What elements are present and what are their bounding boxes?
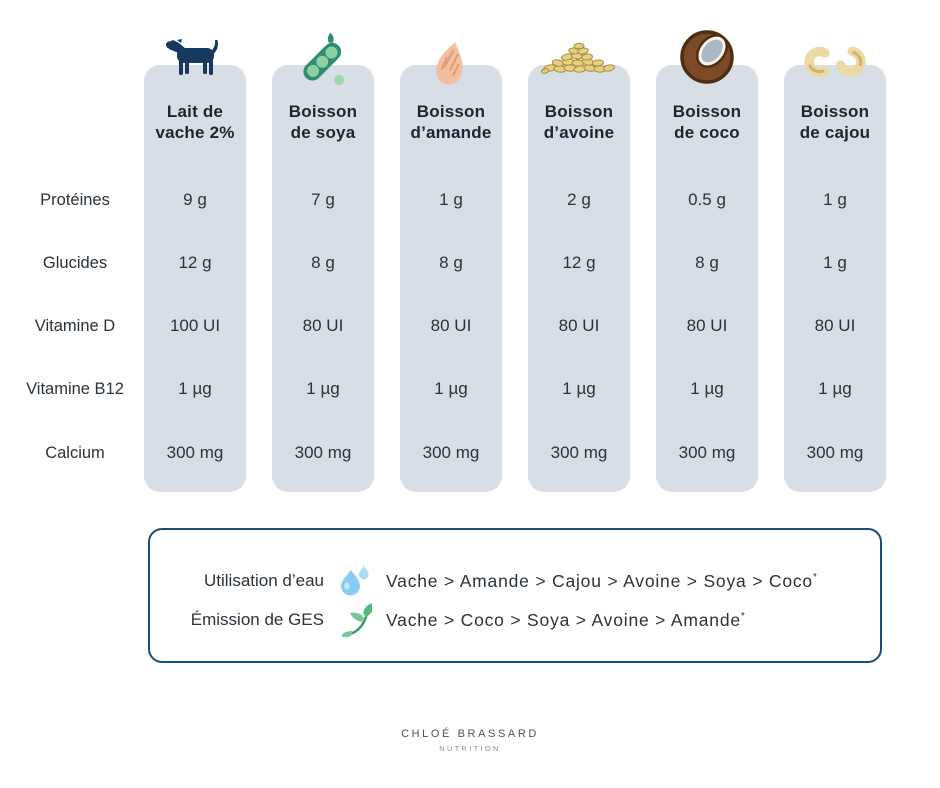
value-cell: 0.5 g <box>688 190 726 209</box>
value-cell: 1 µg <box>434 379 468 398</box>
value-cell: 300 mg <box>422 443 480 462</box>
value-cell: 300 mg <box>166 443 224 462</box>
column-boisson-de-soya <box>272 65 374 492</box>
value-cell: 1 µg <box>562 379 596 398</box>
brand-name: CHLOÉ BRASSARD <box>401 728 539 740</box>
water-use-ranking: Vache > Amande > Cajou > Avoine > Soya > Coco* <box>386 570 818 591</box>
column-header: Boisson d’amande <box>410 102 492 142</box>
value-cell: 1 µg <box>690 379 724 398</box>
brand-tagline: NUTRITION <box>439 744 501 753</box>
value-cell: 80 UI <box>302 316 344 335</box>
column-header: Boisson d’avoine <box>543 102 615 142</box>
ghg-footnote-marker: * <box>740 610 746 622</box>
column-boisson-de-cajou <box>784 65 886 492</box>
value-cell: 8 g <box>695 253 719 272</box>
column-boisson-de-coco <box>656 65 758 492</box>
water-use-row <box>176 563 860 599</box>
column-boisson-damande <box>400 65 502 492</box>
almond-icon <box>429 39 473 93</box>
water-footnote-marker: * <box>812 571 818 583</box>
value-cell: 8 g <box>439 253 463 272</box>
value-cell: 80 UI <box>430 316 472 335</box>
value-cell: 80 UI <box>814 316 856 335</box>
row-label-vitamine-b12: Vitamine B12 <box>26 380 124 398</box>
soybean-icon <box>296 31 350 87</box>
column-header: Boisson de cajou <box>799 102 871 142</box>
value-cell: 100 UI <box>169 316 221 335</box>
row-label-glucides: Glucides <box>42 254 108 272</box>
value-cell: 300 mg <box>806 443 864 462</box>
value-cell: 12 g <box>562 253 596 272</box>
column-header: Boisson de soya <box>288 102 358 142</box>
value-cell: 1 µg <box>306 379 340 398</box>
column-header: Lait de vache 2% <box>155 102 235 142</box>
plant-sprout-icon <box>324 602 386 638</box>
ghg-emission-label: Émission de GES <box>190 610 324 629</box>
cashew-icon <box>799 41 871 83</box>
value-cell: 12 g <box>178 253 212 272</box>
column-lait-de-vache <box>144 65 246 492</box>
value-cell: 300 mg <box>678 443 736 462</box>
value-cell: 80 UI <box>558 316 600 335</box>
value-cell: 80 UI <box>686 316 728 335</box>
value-cell: 1 g <box>823 253 847 272</box>
cow-icon <box>165 39 225 77</box>
value-cell: 2 g <box>567 190 591 209</box>
ghg-emission-ranking: Vache > Coco > Soya > Avoine > Amande* <box>386 609 746 630</box>
value-cell: 7 g <box>311 190 335 209</box>
value-cell: 9 g <box>183 190 207 209</box>
column-boisson-davoine <box>528 65 630 492</box>
value-cell: 300 mg <box>550 443 608 462</box>
value-cell: 300 mg <box>294 443 352 462</box>
environment-impact-box <box>148 528 882 663</box>
water-drops-icon <box>324 565 386 597</box>
water-use-label: Utilisation d’eau <box>203 571 324 590</box>
value-cell: 1 g <box>439 190 463 209</box>
coconut-icon <box>678 27 736 85</box>
value-cell: 1 µg <box>178 379 212 398</box>
value-cell: 1 g <box>823 190 847 209</box>
row-label-vitamine-d: Vitamine D <box>34 317 116 335</box>
row-label-calcium: Calcium <box>45 444 105 462</box>
oat-flakes-icon <box>540 39 618 75</box>
column-header: Boisson de coco <box>672 102 742 142</box>
footer-logo <box>0 728 940 753</box>
value-cell: 1 µg <box>818 379 852 398</box>
value-cell: 8 g <box>311 253 335 272</box>
row-label-proteines: Protéines <box>40 191 110 209</box>
ghg-emission-row <box>176 602 860 638</box>
